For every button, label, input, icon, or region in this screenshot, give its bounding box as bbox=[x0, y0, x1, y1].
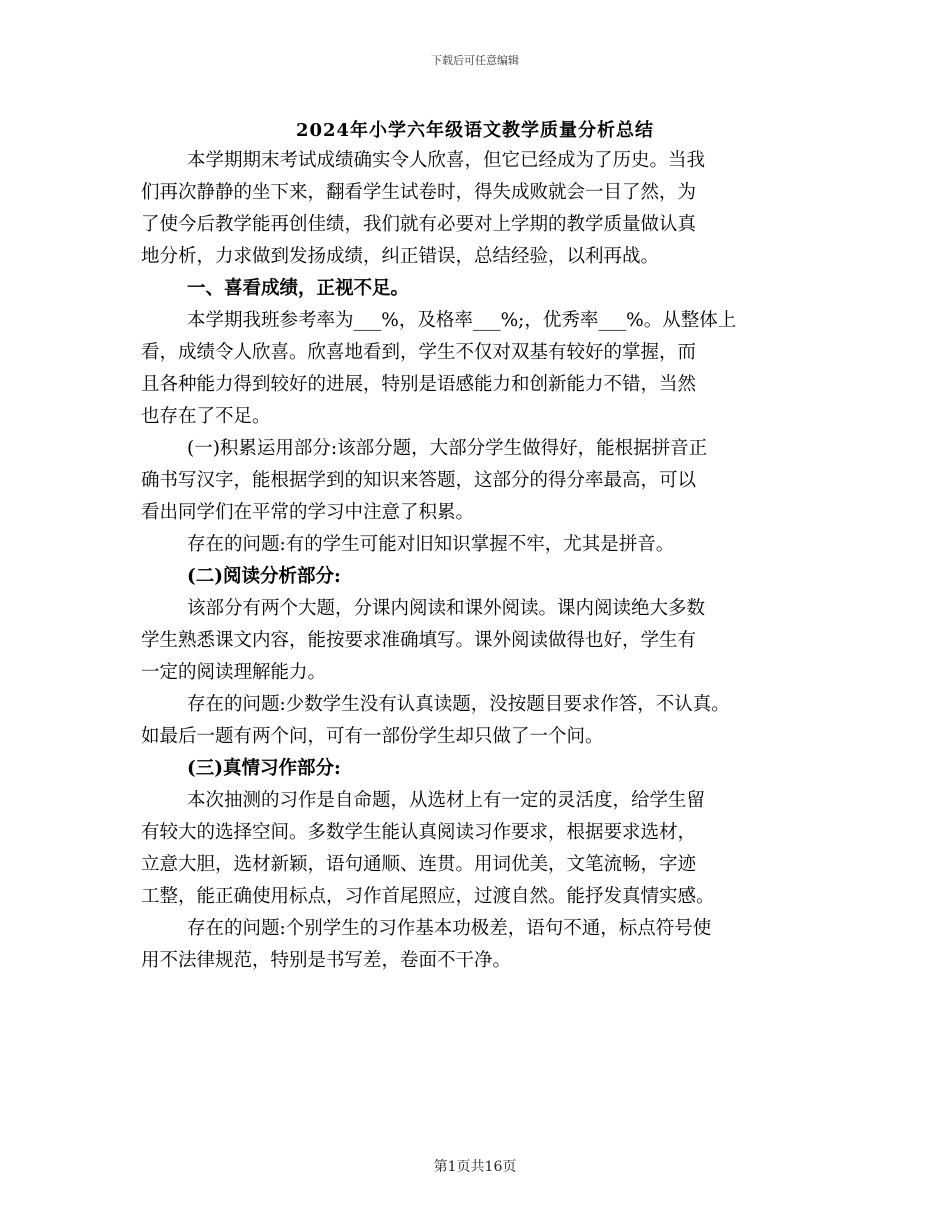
text-line: 学生熟悉课文内容，能按要求准确填写。课外阅读做得也好，学生有 bbox=[141, 630, 697, 651]
text-line: 存在的问题:少数学生没有认真读题，没按题目要求作答，不认真。 bbox=[187, 694, 730, 715]
text-line: 一定的阅读理解能力。 bbox=[141, 662, 327, 683]
document-body bbox=[141, 145, 821, 977]
text-line: 本次抽测的习作是自命题，从选材上有一定的灵活度，给学生留 bbox=[187, 790, 706, 811]
text-line: 也存在了不足。 bbox=[141, 406, 271, 427]
text-line: (一)积累运用部分:该部分题，大部分学生做得好，能根据拼音正 bbox=[187, 438, 708, 459]
text-line: 立意大胆，选材新颖，语句通顺、连贯。用词优美，文笔流畅，字迹 bbox=[141, 854, 697, 875]
text-line: 地分析，力求做到发扬成绩，纠正错误，总结经验，以利再战。 bbox=[141, 246, 660, 267]
text-line: 该部分有两个大题，分课内阅读和课外阅读。课内阅读绝大多数 bbox=[187, 598, 706, 619]
section-heading: (三)真情习作部分: bbox=[187, 758, 341, 779]
text-line: 们再次静静的坐下来，翻看学生试卷时，得失成败就会一目了然，为 bbox=[141, 182, 697, 203]
text-line: 了使今后教学能再创佳绩，我们就有必要对上学期的教学质量做认真 bbox=[141, 214, 697, 235]
page-footer: 第1页共16页 bbox=[433, 1159, 517, 1175]
text-line: 看，成绩令人欣喜。欣喜地看到，学生不仅对双基有较好的掌握，而 bbox=[141, 342, 697, 363]
text-line: 如最后一题有两个问，可有一部份学生却只做了一个问。 bbox=[141, 726, 604, 747]
text-line: 本学期我班参考率为___%，及格率___%;，优秀率___%。从整体上 bbox=[187, 310, 737, 331]
text-line: 本学期期末考试成绩确实令人欣喜，但它已经成为了历史。当我 bbox=[187, 150, 706, 171]
text-line: 用不法律规范，特别是书写差，卷面不干净。 bbox=[141, 950, 512, 971]
text-line: 工整，能正确使用标点，习作首尾照应，过渡自然。能抒发真情实感。 bbox=[141, 886, 715, 907]
text-line: 有较大的选择空间。多数学生能认真阅读习作要求，根据要求选材， bbox=[141, 822, 697, 843]
text-line: 存在的问题:个别学生的习作基本功极差，语句不通，标点符号使 bbox=[187, 918, 712, 939]
document-title: 2024年小学六年级语文教学质量分析总结 bbox=[295, 120, 655, 141]
text-line: 确书写汉字，能根据学到的知识来答题，这部分的得分率最高，可以 bbox=[141, 470, 697, 491]
header-note: 下载后可任意编辑 bbox=[431, 54, 519, 67]
text-line: 存在的问题:有的学生可能对旧知识掌握不牢，尤其是拼音。 bbox=[187, 534, 675, 555]
section-heading: 一、喜看成绩，正视不足。 bbox=[187, 278, 410, 299]
text-line: 看出同学们在平常的学习中注意了积累。 bbox=[141, 502, 475, 523]
text-line: 且各种能力得到较好的进展，特别是语感能力和创新能力不错，当然 bbox=[141, 374, 697, 395]
section-heading: (二)阅读分析部分: bbox=[187, 566, 341, 587]
